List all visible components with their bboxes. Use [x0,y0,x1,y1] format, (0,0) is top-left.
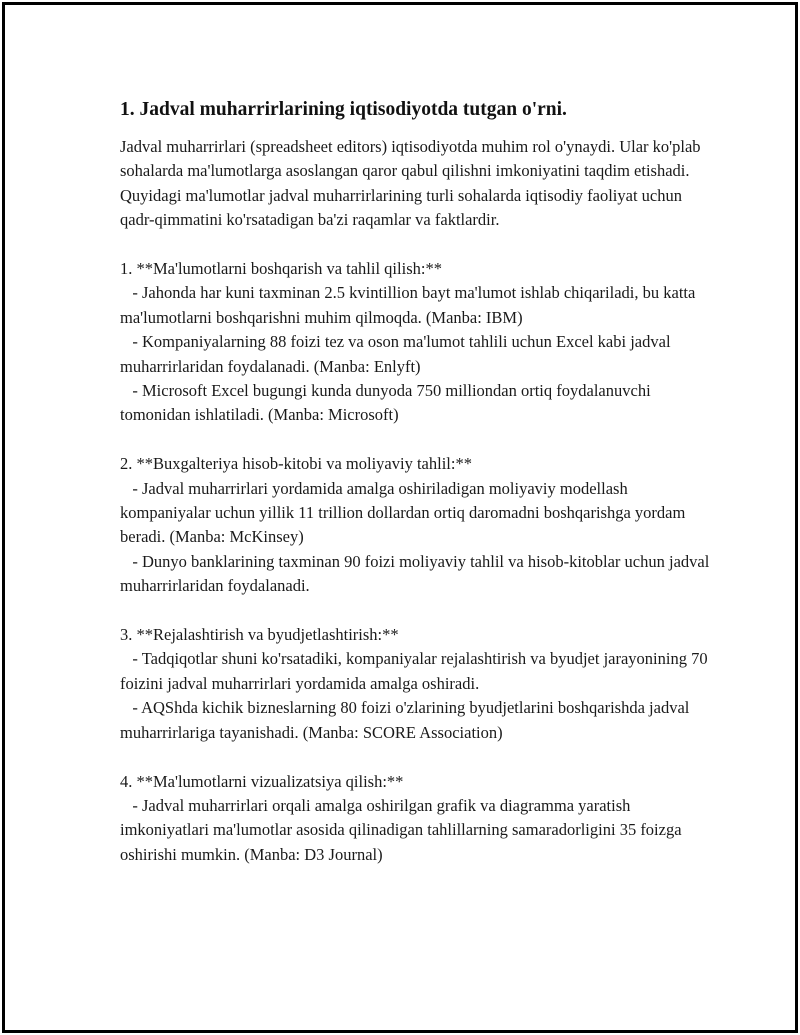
page-frame [2,2,798,1033]
section-accounting: 2. **Buxgalteriya hisob-kitobi va moliyaviy tahlil:** - Jadval muharrirlari yordamida amalga oshiriladigan moliyaviy modellash kompaniyalar uchun yillik 11 trillion dollardan ortiq daromadni boshqarishga yordam beradi. (Manba: McKinsey) - Dunyo banklarining taxminan 90 foizi moliyaviy tahlil va hisob-kitoblar uchun jadval muharrirlaridan foydalanadi. [120,454,710,596]
document-title: 1. Jadval muharrirlarining iqtisodiyotda tutgan o'rni. [120,99,567,120]
section-visualization: 4. **Ma'lumotlarni vizualizatsiya qilish:** - Jadval muharrirlari orqali amalga oshirilgan grafik va diagramma yaratish imkoniyatlari ma'lumotlar asosida qilinadigan tahlillarning samaradorligini 35 foizga oshirishi mumkin. (Manba: D3 Journal) [120,771,682,864]
section-budgeting: 3. **Rejalashtirish va byudjetlashtirish:** - Tadqiqotlar shuni ko'rsatadiki, kompaniyalar rejalashtirish va byudjet jarayonining 70 foizini jadval muharrirlari yordamida amalga oshiradi. - AQShda kichik bizneslarning 80 foizi o'zlarining byudjetlarini boshqarishda jadval muharrirlariga tayanishadi. (Manba: SCORE Association) [120,625,708,742]
intro-paragraph: Jadval muharrirlari (spreadsheet editors) iqtisodiyotda muhim rol o'ynaydi. Ular ko'plab sohalarda ma'lumotlarga asoslangan qaror qabul qilishni imkoniyatini taqdim etishadi. Quyidagi ma'lumotlar jadval muharrirlarining turli sohalarda iqtisodiy faoliyat uchun qadr-qimmatini ko'rsatadigan ba'zi raqamlar va faktlardir. [120,137,705,230]
document-body [120,97,710,867]
section-data-management: 1. **Ma'lumotlarni boshqarish va tahlil qilish:** - Jahonda har kuni taxminan 2.5 kvintillion bayt ma'lumot ishlab chiqariladi, bu katta ma'lumotlarni boshqarishni muhim qilmoqda. (Manba: IBM) - Kompaniyalarning 88 foizi tez va oson ma'lumot tahlili uchun Excel kabi jadval muharrirlaridan foydalanadi. (Manba: Enlyft) - Microsoft Excel bugungi kunda dunyoda 750 milliondan ortiq foydalanuvchi tomonidan ishlatiladi. (Manba: Microsoft) [120,259,696,425]
